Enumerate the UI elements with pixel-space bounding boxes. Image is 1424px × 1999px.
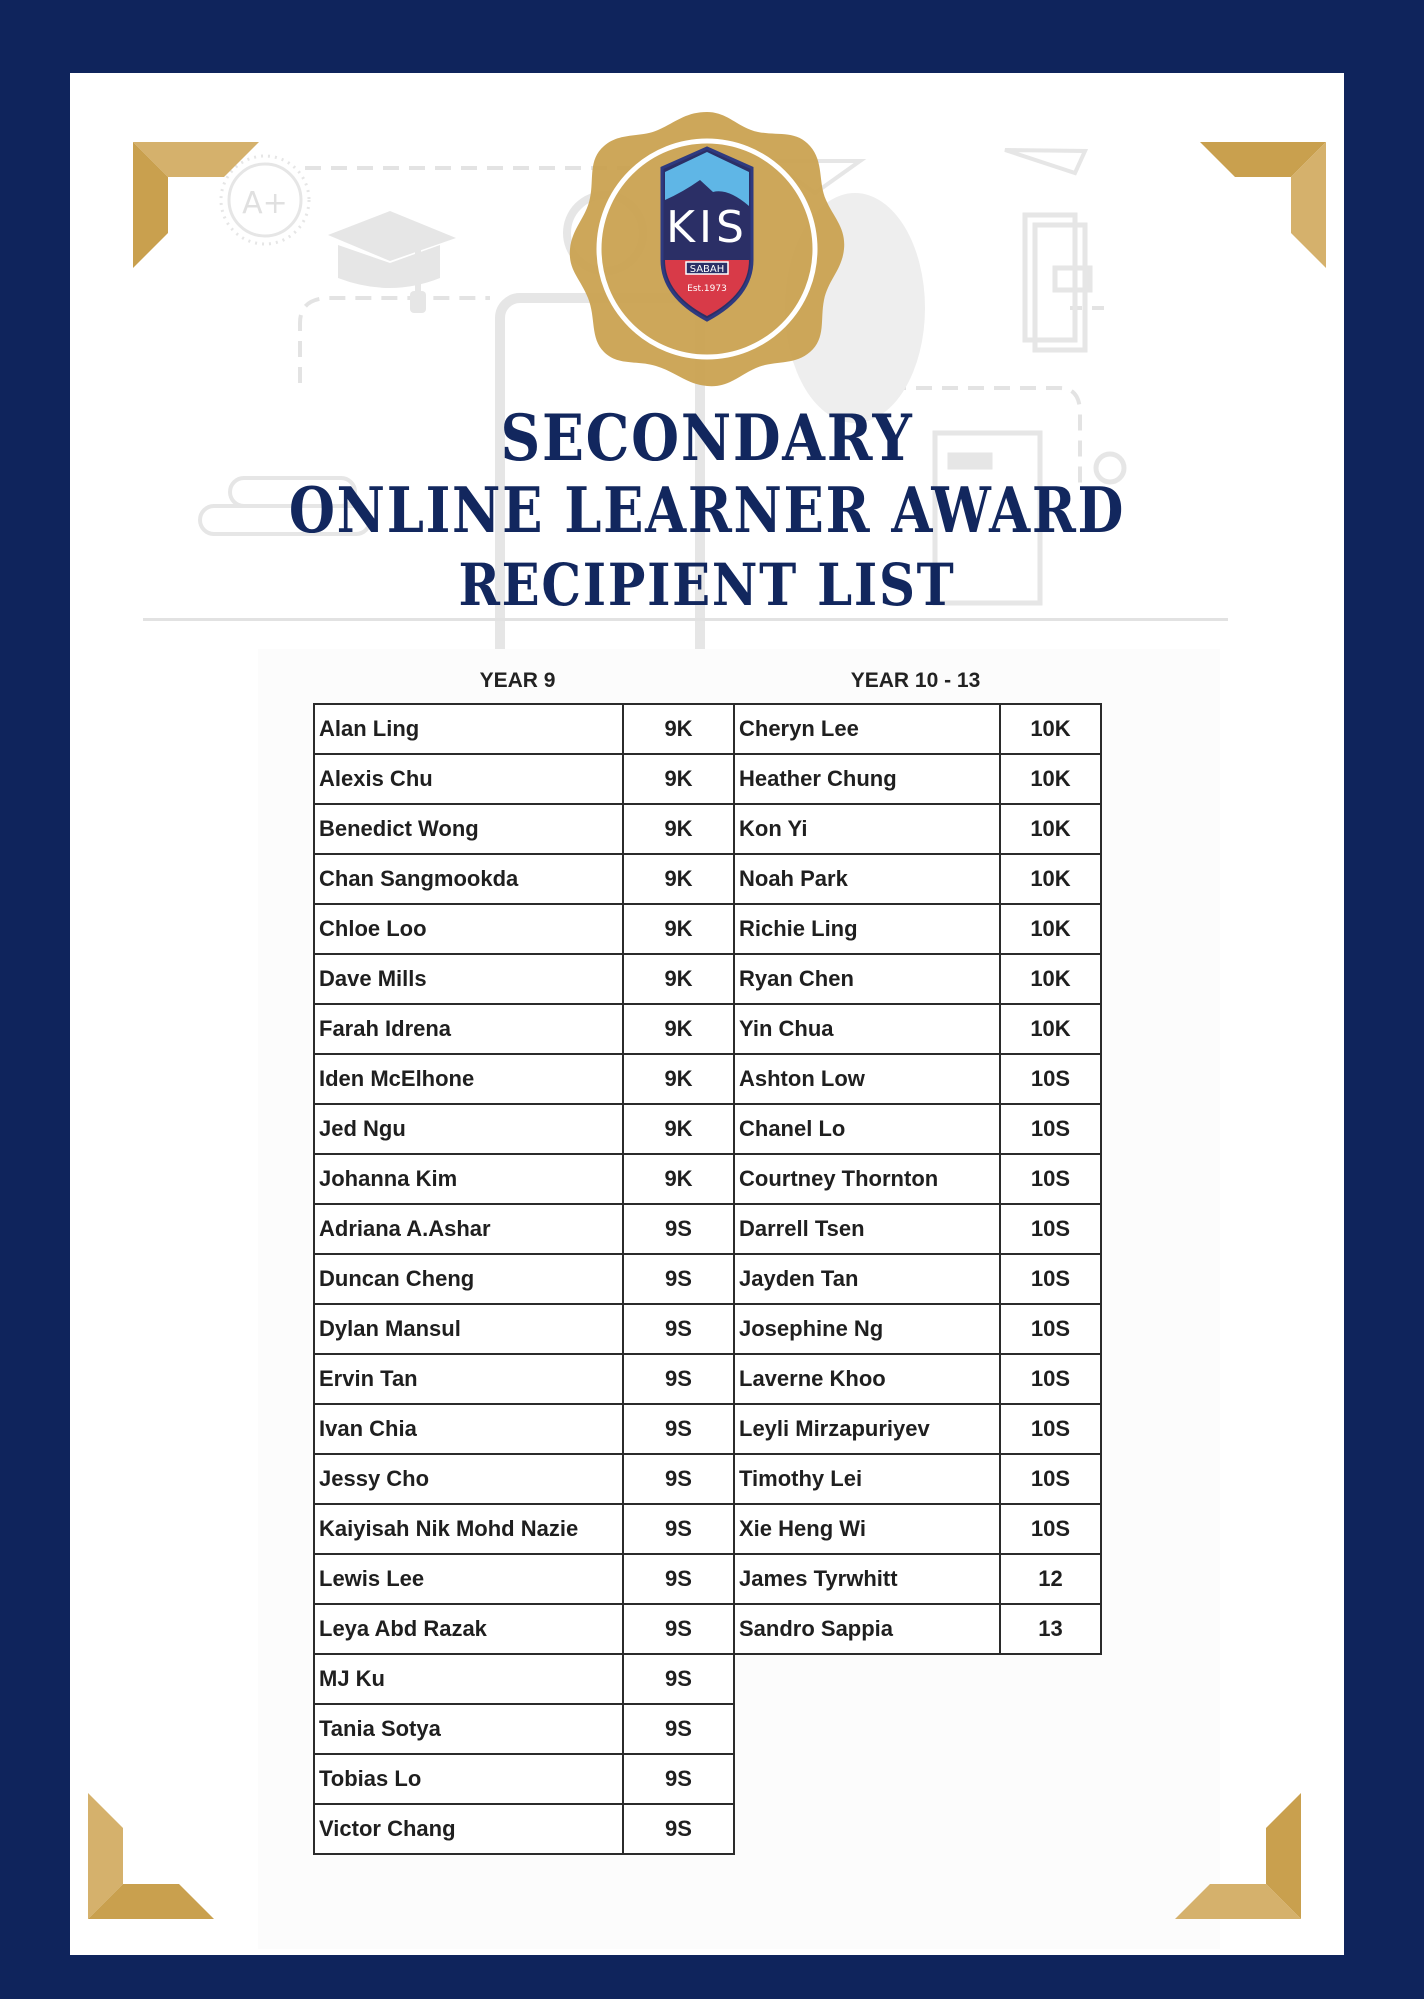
student-name: Laverne Khoo: [734, 1354, 1000, 1404]
student-name: Leya Abd Razak: [314, 1604, 623, 1654]
table-row: [734, 954, 1101, 1004]
table-row: [734, 904, 1101, 954]
student-class: 10K: [1000, 904, 1101, 954]
student-name: James Tyrwhitt: [734, 1554, 1000, 1604]
student-name: Noah Park: [734, 854, 1000, 904]
table-row: [734, 804, 1101, 854]
year10-13-heading: YEAR 10 - 13: [850, 669, 981, 692]
student-class: 10S: [1000, 1154, 1101, 1204]
student-class: 9S: [623, 1604, 734, 1654]
student-name: Kaiyisah Nik Mohd Nazie: [314, 1504, 623, 1554]
student-name: Jed Ngu: [314, 1104, 623, 1154]
table-row: [734, 1604, 1101, 1654]
student-name: Alan Ling: [314, 704, 623, 754]
student-name: Iden McElhone: [314, 1054, 623, 1104]
table-row: [734, 854, 1101, 904]
table-row: [314, 954, 734, 1004]
table-row: [734, 1054, 1101, 1104]
student-name: Dave Mills: [314, 954, 623, 1004]
student-class: 10K: [1000, 804, 1101, 854]
table-row: [314, 1504, 734, 1554]
student-class: 9S: [623, 1804, 734, 1854]
table-row: [314, 1804, 734, 1854]
table-row: [734, 1154, 1101, 1204]
table-row: [734, 1454, 1101, 1504]
table-row: [314, 1554, 734, 1604]
student-name: Alexis Chu: [314, 754, 623, 804]
table-row: [314, 1754, 734, 1804]
student-class: 10S: [1000, 1404, 1101, 1454]
student-class: 10S: [1000, 1104, 1101, 1154]
student-class: 9S: [623, 1404, 734, 1454]
student-class: 9S: [623, 1304, 734, 1354]
student-class: 9S: [623, 1704, 734, 1754]
table-row: [734, 1404, 1101, 1454]
corner-ornament-bottom-right: [1175, 1793, 1301, 1919]
student-class: 13: [1000, 1604, 1101, 1654]
student-class: 9S: [623, 1454, 734, 1504]
table-row: [314, 1054, 734, 1104]
year10-13-recipient-table: [733, 703, 1102, 1655]
table-row: [734, 1004, 1101, 1054]
table-row: [734, 1504, 1101, 1554]
logo-location: SABAH: [689, 264, 725, 275]
student-class: 10S: [1000, 1304, 1101, 1354]
table-row: [314, 1354, 734, 1404]
corner-ornament-top-left: [133, 142, 259, 268]
student-name: Xie Heng Wi: [734, 1504, 1000, 1554]
table-row: [314, 1304, 734, 1354]
student-class: 9K: [623, 904, 734, 954]
student-class: 9K: [623, 1104, 734, 1154]
student-class: 10K: [1000, 704, 1101, 754]
corner-ornament-bottom-left: [88, 1793, 214, 1919]
student-class: 9K: [623, 1154, 734, 1204]
year9-heading: YEAR 9: [479, 669, 556, 692]
table-row: [314, 1254, 734, 1304]
table-row: [314, 1004, 734, 1054]
student-name: Cheryn Lee: [734, 704, 1000, 754]
student-name: Kon Yi: [734, 804, 1000, 854]
student-name: Darrell Tsen: [734, 1204, 1000, 1254]
table-row: [314, 1454, 734, 1504]
student-class: 9K: [623, 954, 734, 1004]
student-name: Courtney Thornton: [734, 1154, 1000, 1204]
title-line-3: RECIPIENT LIST: [458, 551, 956, 619]
school-logo-seal: [568, 110, 846, 388]
student-class: 10K: [1000, 954, 1101, 1004]
student-class: 10S: [1000, 1204, 1101, 1254]
student-name: Tobias Lo: [314, 1754, 623, 1804]
title-line-2: ONLINE LEARNER AWARD: [288, 473, 1126, 547]
table-row: [734, 704, 1101, 754]
student-name: Timothy Lei: [734, 1454, 1000, 1504]
table-row: [314, 1104, 734, 1154]
title-line-1: SECONDARY: [500, 401, 914, 476]
student-name: Ryan Chen: [734, 954, 1000, 1004]
certificate-panel: [70, 73, 1344, 1955]
student-class: 9K: [623, 704, 734, 754]
book-icon: [1025, 215, 1090, 350]
student-name: Johanna Kim: [314, 1154, 623, 1204]
year9-recipient-table: [313, 703, 735, 1855]
student-name: MJ Ku: [314, 1654, 623, 1704]
table-row: [314, 1154, 734, 1204]
table-row: [314, 1604, 734, 1654]
table-row: [314, 754, 734, 804]
student-name: Jessy Cho: [314, 1454, 623, 1504]
table-row: [734, 1254, 1101, 1304]
table-row: [734, 1204, 1101, 1254]
student-class: 9S: [623, 1354, 734, 1404]
student-class: 10K: [1000, 1004, 1101, 1054]
student-class: 9K: [623, 1054, 734, 1104]
student-name: Yin Chua: [734, 1004, 1000, 1054]
student-class: 10S: [1000, 1454, 1101, 1504]
student-name: Chloe Loo: [314, 904, 623, 954]
student-class: 10K: [1000, 854, 1101, 904]
student-name: Benedict Wong: [314, 804, 623, 854]
table-row: [314, 704, 734, 754]
student-class: 10S: [1000, 1504, 1101, 1554]
logo-initials: KIS: [666, 202, 748, 253]
student-name: Jayden Tan: [734, 1254, 1000, 1304]
student-class: 9S: [623, 1254, 734, 1304]
student-name: Sandro Sappia: [734, 1604, 1000, 1654]
student-class: 9K: [623, 754, 734, 804]
student-class: 9S: [623, 1554, 734, 1604]
table-row: [314, 1404, 734, 1454]
student-class: 9K: [623, 804, 734, 854]
student-class: 9S: [623, 1204, 734, 1254]
student-class: 10S: [1000, 1054, 1101, 1104]
student-name: Chan Sangmookda: [314, 854, 623, 904]
table-row: [314, 804, 734, 854]
student-name: Chanel Lo: [734, 1104, 1000, 1154]
student-name: Heather Chung: [734, 754, 1000, 804]
grade-badge-text: A+: [242, 186, 288, 221]
student-class: 12: [1000, 1554, 1101, 1604]
table-row: [734, 1304, 1101, 1354]
table-row: [734, 1354, 1101, 1404]
student-class: 9K: [623, 854, 734, 904]
student-name: Josephine Ng: [734, 1304, 1000, 1354]
table-row: [314, 1204, 734, 1254]
student-class: 10K: [1000, 754, 1101, 804]
student-name: Duncan Cheng: [314, 1254, 623, 1304]
student-name: Dylan Mansul: [314, 1304, 623, 1354]
student-name: Adriana A.Ashar: [314, 1204, 623, 1254]
corner-ornament-top-right: [1200, 142, 1326, 268]
student-name: Leyli Mirzapuriyev: [734, 1404, 1000, 1454]
student-class: 10S: [1000, 1254, 1101, 1304]
student-name: Richie Ling: [734, 904, 1000, 954]
logo-established: Est.1973: [687, 284, 727, 294]
table-row: [314, 854, 734, 904]
student-name: Ashton Low: [734, 1054, 1000, 1104]
student-name: Farah Idrena: [314, 1004, 623, 1054]
table-row: [734, 1104, 1101, 1154]
table-row: [734, 1554, 1101, 1604]
student-name: Ervin Tan: [314, 1354, 623, 1404]
table-row: [314, 1654, 734, 1704]
student-name: Tania Sotya: [314, 1704, 623, 1754]
student-class: 9S: [623, 1504, 734, 1554]
table-row: [734, 754, 1101, 804]
student-class: 9S: [623, 1654, 734, 1704]
table-row: [314, 1704, 734, 1754]
student-class: 9K: [623, 1004, 734, 1054]
student-name: Ivan Chia: [314, 1404, 623, 1454]
student-class: 10S: [1000, 1354, 1101, 1404]
table-row: [314, 904, 734, 954]
student-name: Lewis Lee: [314, 1554, 623, 1604]
student-name: Victor Chang: [314, 1804, 623, 1854]
student-class: 9S: [623, 1754, 734, 1804]
